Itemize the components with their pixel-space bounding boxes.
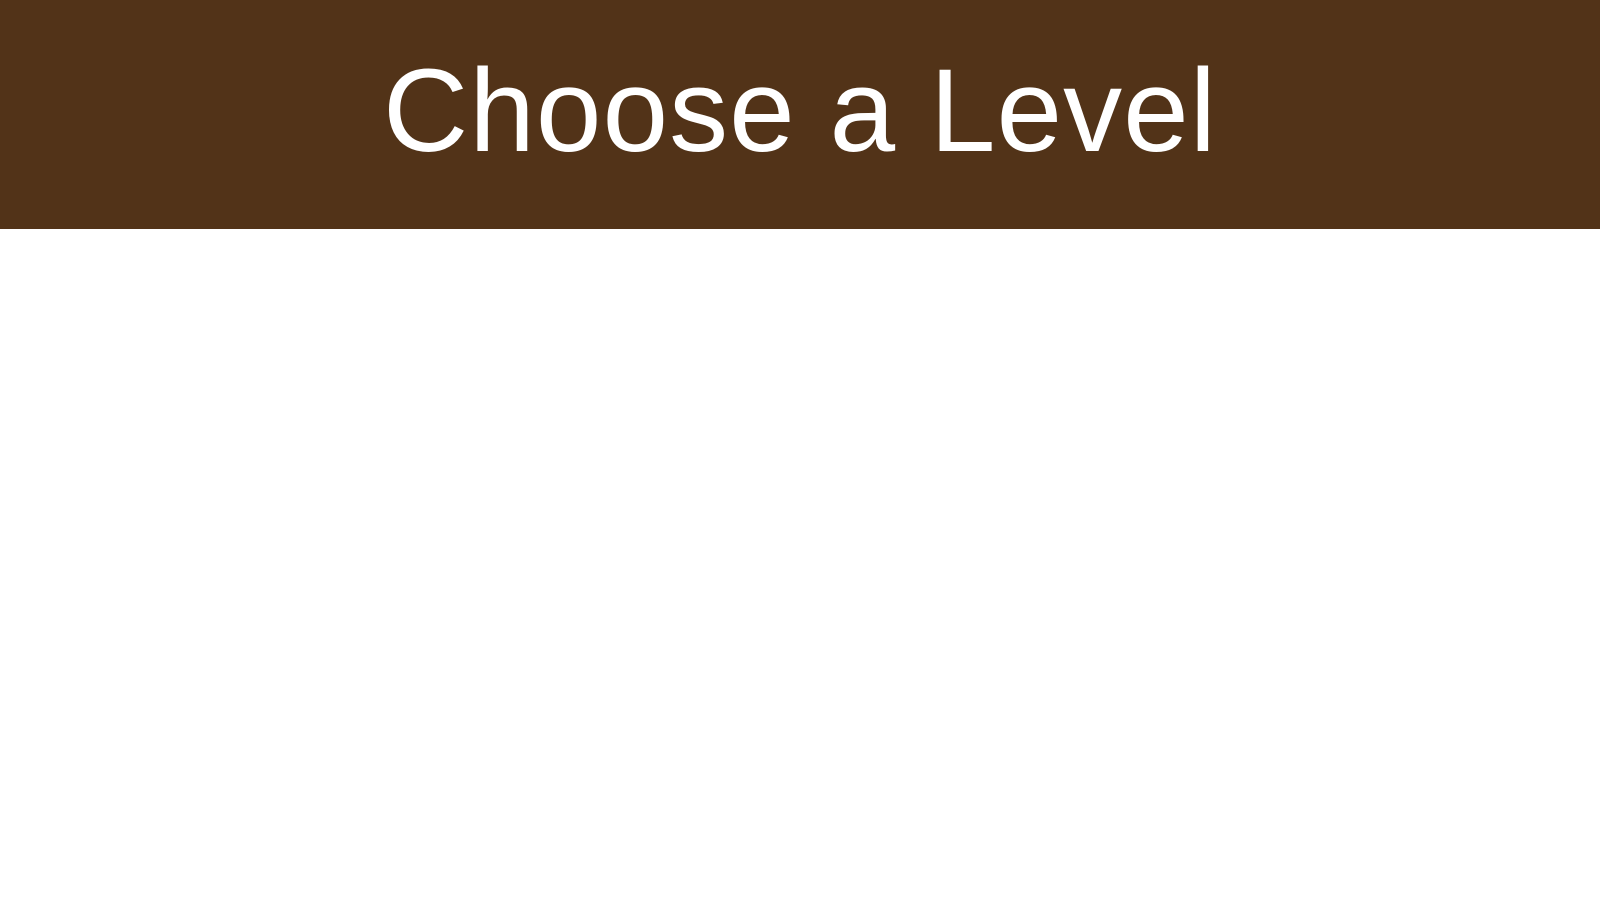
page-title: Choose a Level [382,44,1217,177]
level-content-area [0,229,1600,900]
header-bar [0,0,1600,229]
